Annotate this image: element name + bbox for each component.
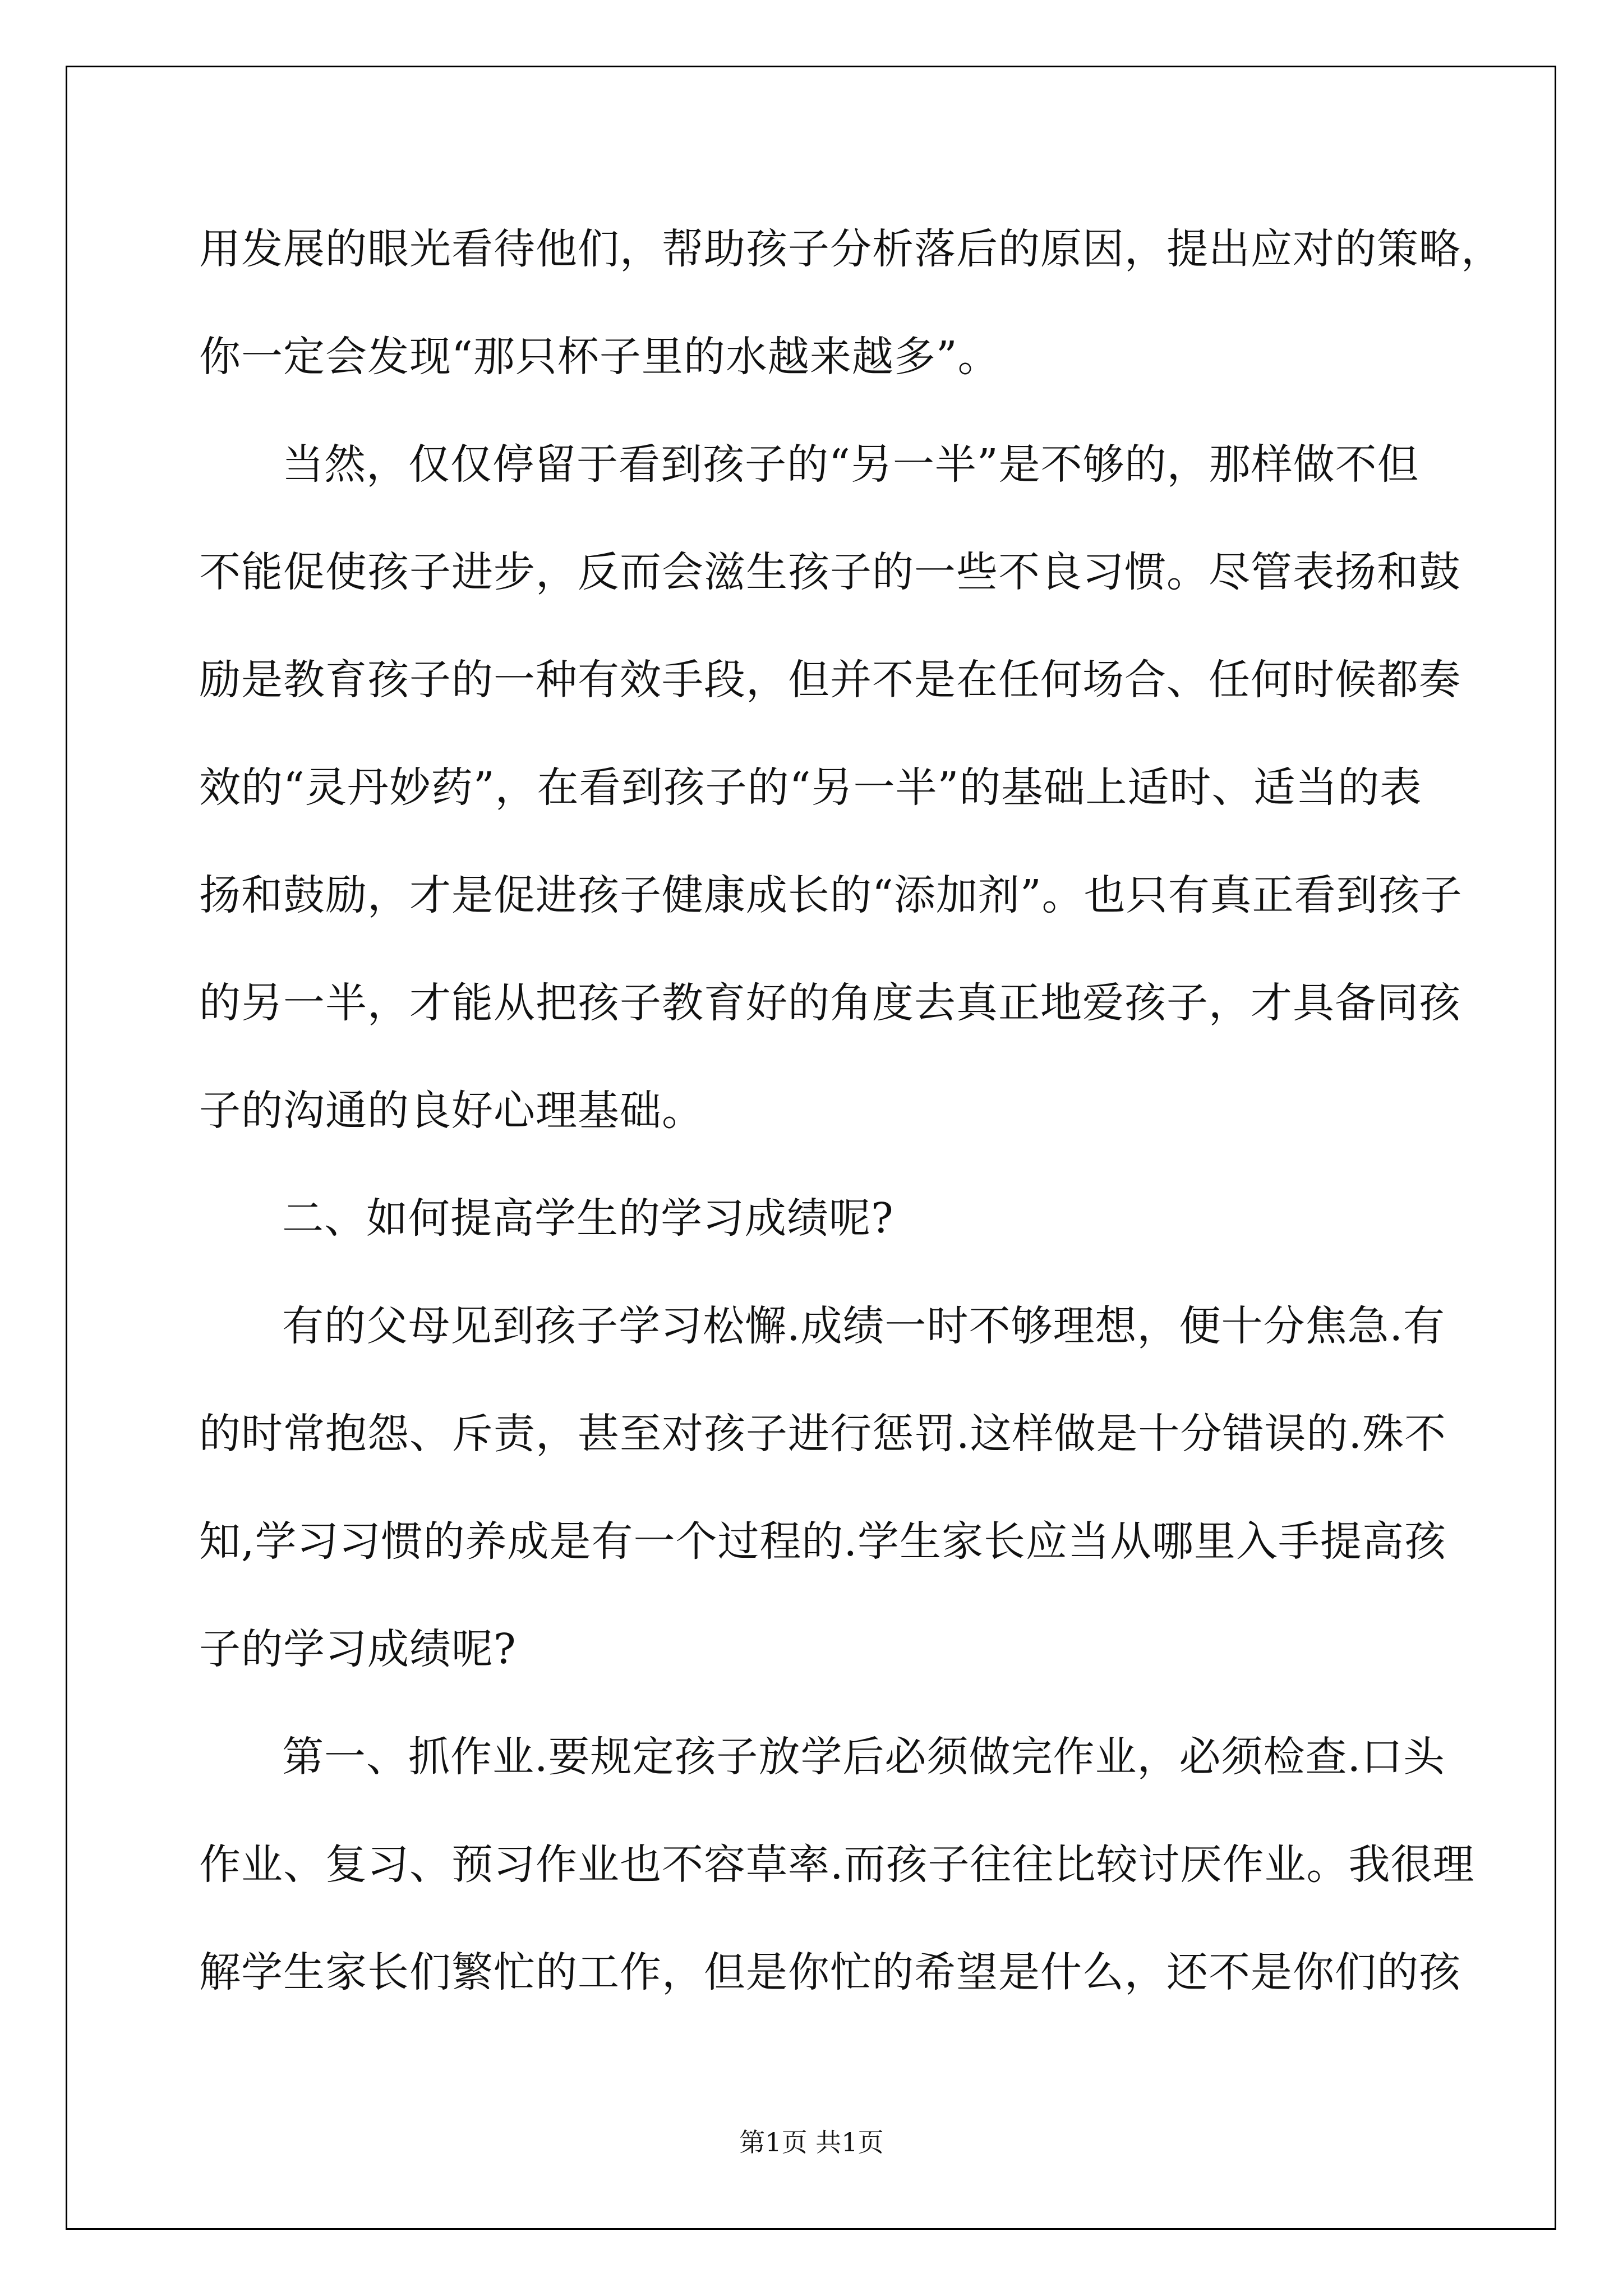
text-line: 励是教育孩子的一种有效手段，但并不是在任何场合、任何时候都奏 — [199, 656, 1461, 704]
text-line: 效的“灵丹妙药”，在看到孩子的“另一半”的基础上适时、适当的表 — [199, 763, 1422, 812]
text-line: 扬和鼓励，才是促进孩子健康成长的“添加剂”。也只有真正看到孩子 — [199, 871, 1463, 919]
text-line: 当然，仅仅停留于看到孩子的“另一半”是不够的，那样做不但 — [282, 440, 1419, 489]
text-line: 子的沟通的良好心理基础。 — [199, 1087, 704, 1135]
text-line: 二、如何提高学生的学习成绩呢? — [282, 1194, 894, 1243]
text-line: 你一定会发现“那只杯子里的水越来越多”。 — [199, 333, 1000, 381]
page-footer: 第1页 共1页 — [739, 2127, 884, 2157]
document-body — [199, 195, 1503, 2026]
text-line: 的时常抱怨、斥责，甚至对孩子进行惩罚.这样做是十分错误的.殊不 — [199, 1410, 1447, 1458]
text-line: 子的学习成绩呢? — [199, 1625, 517, 1673]
text-line: 作业、复习、预习作业也不容草率.而孩子往往比较讨厌作业。我很理 — [199, 1841, 1475, 1889]
text-line: 的另一半，才能从把孩子教育好的角度去真正地爱孩子，才具备同孩 — [199, 979, 1461, 1027]
text-line: 有的父母见到孩子学习松懈.成绩一时不够理想，便十分焦急.有 — [282, 1302, 1446, 1350]
text-line: 第一、抓作业.要规定孩子放学后必须做完作业，必须检查.口头 — [282, 1733, 1446, 1781]
text-line: 解学生家长们繁忙的工作，但是你忙的希望是什么，还不是你们的孩 — [199, 1948, 1461, 1996]
text-line: 不能促使孩子进步，反而会滋生孩子的一些不良习惯。尽管表扬和鼓 — [199, 548, 1461, 596]
text-line: 用发展的眼光看待他们，帮助孩子分析落后的原因，提出应对的策略， — [199, 225, 1503, 273]
text-line: 知,学习习惯的养成是有一个过程的.学生家长应当从哪里入手提高孩 — [199, 1517, 1447, 1566]
